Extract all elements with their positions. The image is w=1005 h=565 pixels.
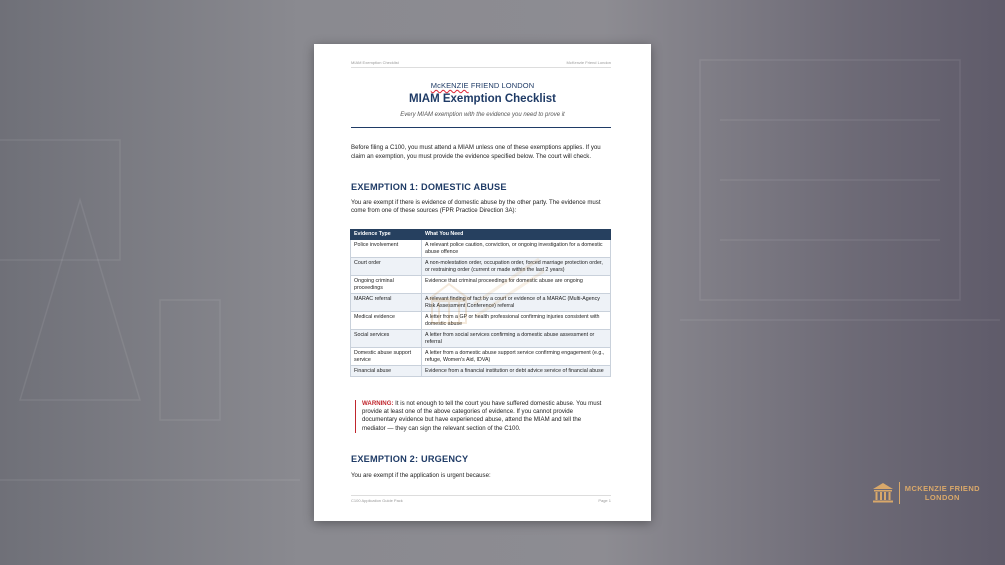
table-row (351, 258, 611, 276)
logo-line-2: LONDON (924, 493, 960, 502)
warning-label: WARNING: (362, 400, 394, 407)
requirement-cell: A non-molestation order, occupation order, forced marriage protection order, or restraining order (current or made within the last 2 years) (422, 258, 611, 276)
table-row (351, 330, 611, 348)
warning-callout (355, 400, 606, 433)
exemption-1-heading: EXEMPTION 1: DOMESTIC ABUSE (351, 182, 507, 192)
footer-divider (351, 495, 611, 496)
requirement-cell: Evidence from a financial institution or debt advice service of financial abuse (422, 366, 611, 377)
evidence-type-cell: Social services (351, 330, 422, 348)
running-header-left: MIAM Exemption Checklist (351, 60, 399, 65)
exemption-2-heading: EXEMPTION 2: URGENCY (351, 454, 469, 464)
logo-line-1: MCKENZIE FRIEND (904, 484, 980, 493)
courthouse-icon (871, 482, 895, 504)
footer-left: C100 Application Guide Pack (351, 498, 403, 503)
requirement-cell: Evidence that criminal proceedings for domestic abuse are ongoing (422, 276, 611, 294)
requirement-cell: A letter from social services confirming a domestic abuse assessment or referral (422, 330, 611, 348)
evidence-table (350, 229, 611, 377)
brand-name (314, 81, 651, 90)
table-header-cell: What You Need (422, 230, 611, 240)
running-header (351, 60, 611, 65)
document-title: MIAM Exemption Checklist (409, 93, 556, 105)
table-row (351, 312, 611, 330)
table-row (351, 240, 611, 258)
requirement-cell: A letter from a GP or health professional confirming injuries consistent with domestic abuse (422, 312, 611, 330)
requirement-cell: A letter from a domestic abuse support service confirming engagement (e.g., refuge, Women's Aid, IDVA) (422, 348, 611, 366)
warning-text: It is not enough to tell the court you have suffered domestic abuse. You must provide at least one of the above categories of evidence. If you cannot provide documentary evidence but have experienced abuse, attend the MIAM and tell the mediator — they can sign the relevant section of the C100. (362, 400, 602, 432)
document-page (314, 44, 651, 521)
brand-prefix: McKENZIE (430, 81, 469, 90)
table-row (351, 276, 611, 294)
brand-suffix: FRIEND LONDON (468, 81, 535, 90)
page-number: Page 1 (598, 498, 611, 503)
corner-logo (871, 480, 981, 506)
requirement-cell: A relevant police caution, conviction, or ongoing investigation for a domestic abuse offence (422, 240, 611, 258)
evidence-type-cell: MARAC referral (351, 294, 422, 312)
table-row (351, 294, 611, 312)
running-footer (351, 498, 611, 503)
evidence-type-cell: Financial abuse (351, 366, 422, 377)
logo-text (905, 484, 980, 502)
table-header-row (351, 230, 611, 240)
exemption-2-text: You are exempt if the application is urgent because: (351, 472, 491, 479)
requirement-cell: A relevant finding of fact by a court or evidence of a MARAC (Multi-Agency Risk Assessment Conference) referral (422, 294, 611, 312)
evidence-type-cell: Ongoing criminal proceedings (351, 276, 422, 294)
header-divider (351, 67, 611, 68)
table-row (351, 348, 611, 366)
intro-paragraph: Before filing a C100, you must attend a MIAM unless one of these exemptions applies. If you claim an exemption, you must provide the evidence specified below. The court will check. (351, 144, 601, 160)
logo-divider (899, 482, 900, 504)
exemption-1-text: You are exempt if there is evidence of domestic abuse by the other party. The evidence must come from one of these sources (FPR Practice Direction 3A): (351, 199, 601, 215)
evidence-type-cell: Medical evidence (351, 312, 422, 330)
title-divider (351, 127, 611, 128)
table-header-cell: Evidence Type (351, 230, 422, 240)
evidence-type-cell: Police involvement (351, 240, 422, 258)
document-subtitle: Every MIAM exemption with the evidence you need to prove it (400, 112, 565, 118)
table-row (351, 366, 611, 377)
evidence-type-cell: Court order (351, 258, 422, 276)
evidence-type-cell: Domestic abuse support service (351, 348, 422, 366)
running-header-right: McKenzie Friend London (566, 60, 611, 65)
